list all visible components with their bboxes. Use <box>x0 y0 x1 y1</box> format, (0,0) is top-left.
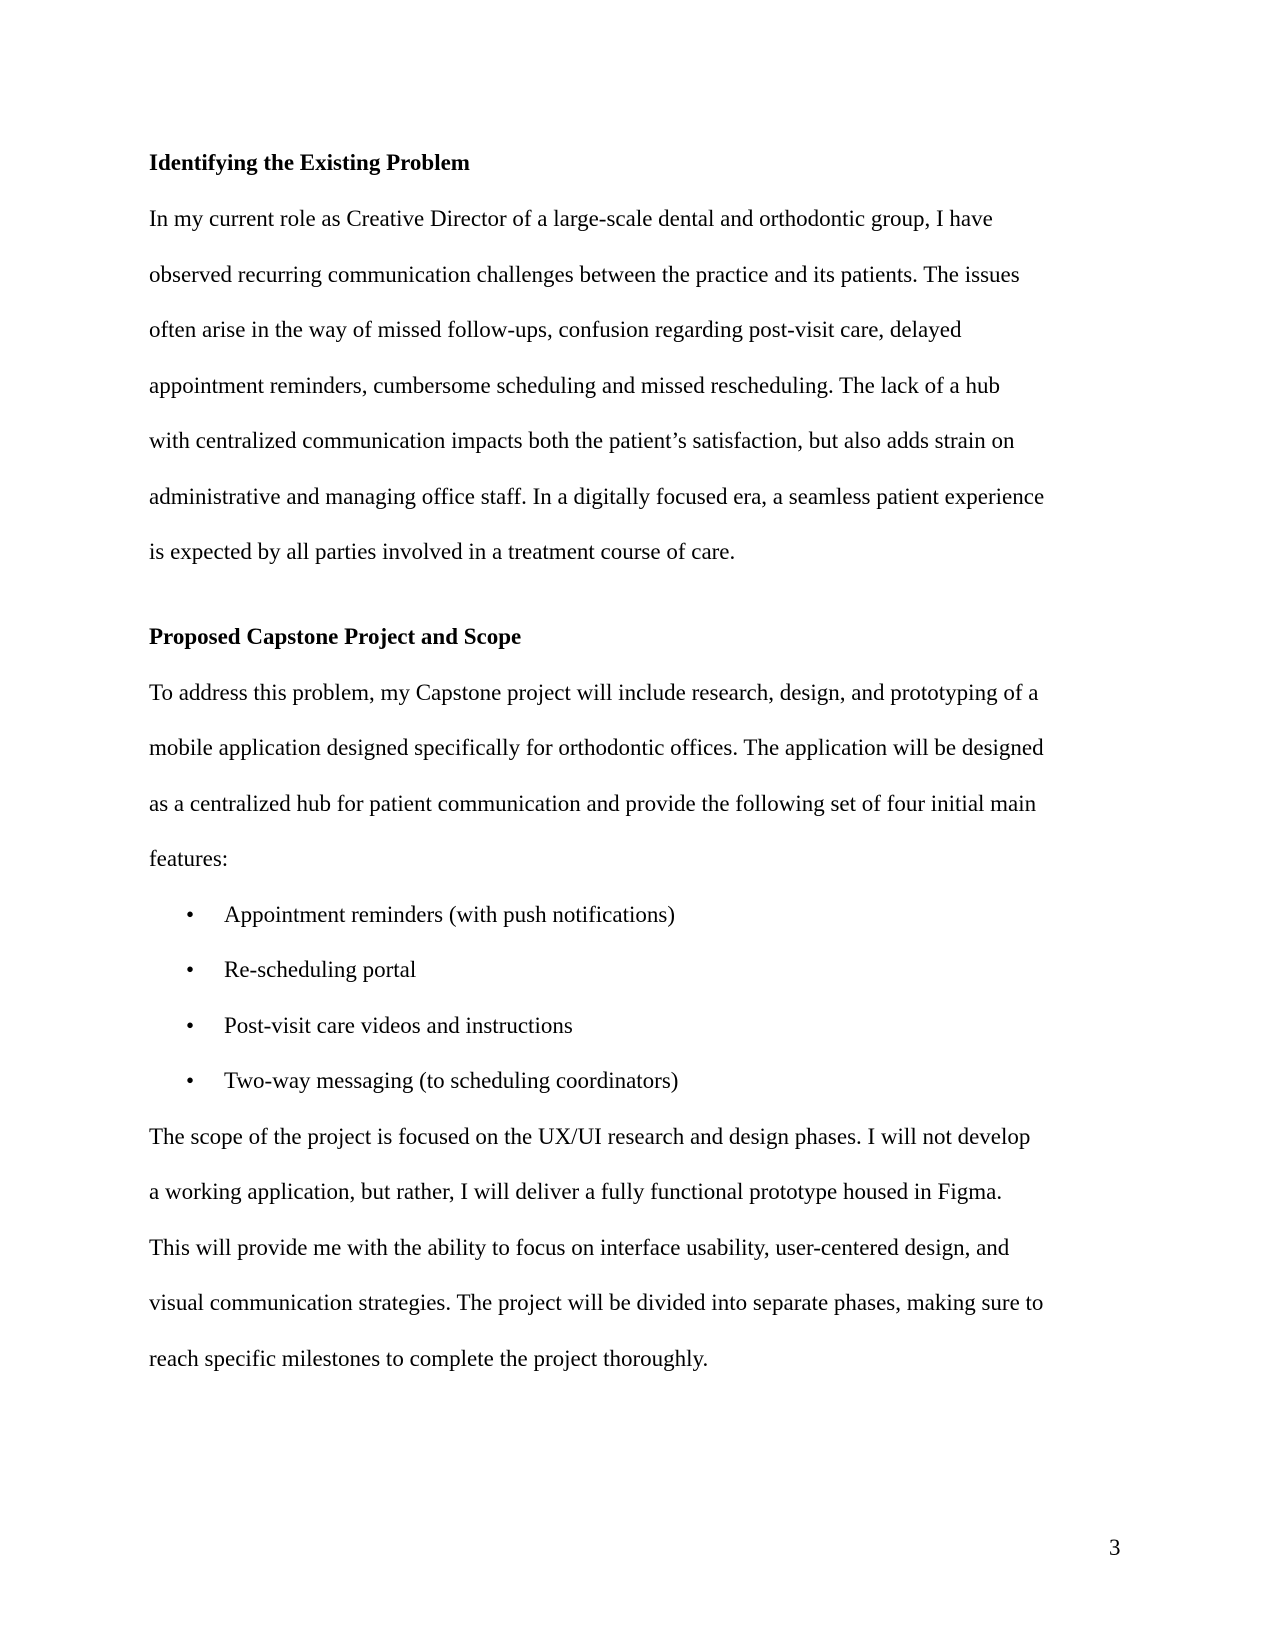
section-heading-capstone-project: Proposed Capstone Project and Scope <box>149 624 522 649</box>
paragraph-line: as a centralized hub for patient communication and provide the following set of four initial main <box>149 791 1037 816</box>
paragraph-line: often arise in the way of missed follow-ups, confusion regarding post-visit care, delayed <box>149 317 962 342</box>
paragraph-line: visual communication strategies. The project will be divided into separate phases, making sure to <box>149 1290 1044 1315</box>
feature-text: Re-scheduling portal <box>224 957 417 982</box>
paragraph-line: features: <box>149 846 229 871</box>
paragraph-line: a working application, but rather, I will deliver a fully functional prototype housed in Figma. <box>149 1179 1003 1204</box>
paragraph-line: In my current role as Creative Director of a large-scale dental and orthodontic group, I have <box>149 206 993 231</box>
feature-text: Appointment reminders (with push notifications) <box>224 902 675 927</box>
paragraph-line: mobile application designed specifically for orthodontic offices. The application will be designed <box>149 735 1044 760</box>
feature-text: Post-visit care videos and instructions <box>224 1013 573 1038</box>
page-number: 3 <box>1109 1535 1121 1560</box>
paragraph-line: This will provide me with the ability to focus on interface usability, user-centered design, and <box>149 1235 1010 1260</box>
paragraph-line: administrative and managing office staff. In a digitally focused era, a seamless patient experience <box>149 484 1045 509</box>
bullet-icon: • <box>186 902 195 927</box>
paragraph-line: reach specific milestones to complete the project thoroughly. <box>149 1346 709 1371</box>
paragraph-line: The scope of the project is focused on the UX/UI research and design phases. I will not develop <box>149 1124 1031 1149</box>
paragraph-line: is expected by all parties involved in a treatment course of care. <box>149 539 736 564</box>
bullet-icon: • <box>186 1068 195 1093</box>
paragraph-line: To address this problem, my Capstone project will include research, design, and prototyping of a <box>149 680 1039 705</box>
feature-text: Two-way messaging (to scheduling coordinators) <box>224 1068 679 1093</box>
paragraph-line: appointment reminders, cumbersome scheduling and missed rescheduling. The lack of a hub <box>149 373 1000 398</box>
section-heading-existing-problem: Identifying the Existing Problem <box>149 150 470 175</box>
bullet-icon: • <box>186 957 195 982</box>
bullet-icon: • <box>186 1013 195 1038</box>
paragraph-line: with centralized communication impacts both the patient’s satisfaction, but also adds strain on <box>149 428 1015 453</box>
paragraph-line: observed recurring communication challenges between the practice and its patients. The issues <box>149 262 1020 287</box>
